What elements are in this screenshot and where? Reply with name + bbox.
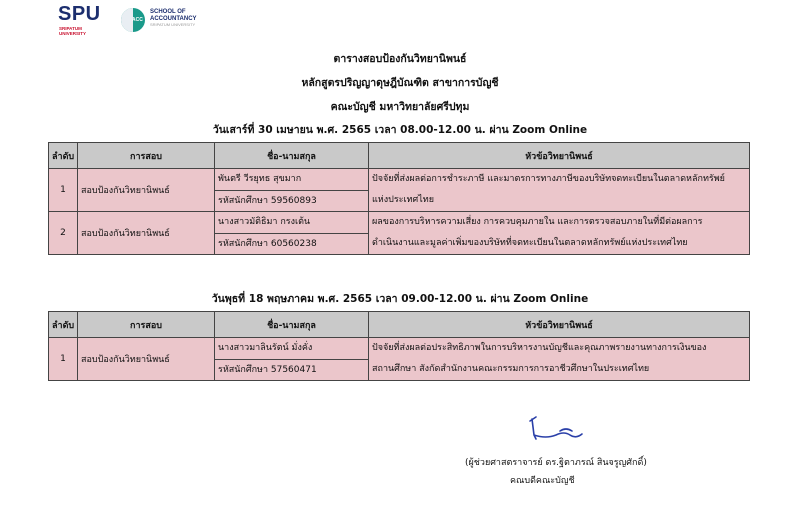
column-header-exam: การสอบ [78, 312, 215, 338]
schedule-table [48, 311, 750, 381]
exam-type: สอบป้องกันวิทยานิพนธ์ [78, 169, 215, 212]
signatory-name: (ผู้ช่วยศาสตราจารย์ ดร.ฐิตาภรณ์ สินจรูญศักดิ์) [465, 458, 647, 468]
university-logo [58, 4, 208, 42]
schedule-table [48, 142, 750, 255]
document-title: ตารางสอบป้องกันวิทยานิพนธ์ [333, 53, 467, 65]
row-number: 1 [49, 338, 78, 381]
faculty-title: คณะบัญชี มหาวิทยาลัยศรีปทุม [330, 101, 470, 113]
column-header-topic: หัวข้อวิทยานิพนธ์ [369, 143, 750, 169]
table-header-row [49, 143, 750, 169]
spu-subtitle: SRIPATUM UNIVERSITY [59, 26, 87, 36]
thesis-topic: ผลของการบริหารความเสี่ยง การควบคุมภายใน และการตรวจสอบภายในที่มีต่อผลการ ดำเนินงานและมูลค่าเพิ่มของบริษัทที่จดทะเบียนในตลาดหลักทรัพย์แห่งประเทศไทย [369, 212, 750, 255]
table-row [49, 169, 750, 191]
handwritten-signature [526, 415, 586, 445]
student-name: นางสาวมาลินรัตน์ มั่งคั่ง [215, 338, 369, 360]
student-id: รหัสนักศึกษา 59560893 [215, 190, 369, 212]
session-date: วันเสาร์ที่ 30 เมษายน พ.ศ. 2565 เวลา 08.00-12.00 น. ผ่าน Zoom Online [212, 124, 588, 136]
thesis-topic: ปัจจัยที่ส่งผลต่อการชำระภาษี และมาตรการทางภาษีของบริษัทจดทะเบียนในตลาดหลักทรัพย์ แห่งประเทศไทย [369, 169, 750, 212]
program-title: หลักสูตรปริญญาดุษฎีบัณฑิต สาขาการบัญชี [301, 77, 499, 89]
column-header-topic: หัวข้อวิทยานิพนธ์ [369, 312, 750, 338]
signatory-title: คณบดีคณะบัญชี [510, 476, 575, 486]
exam-type: สอบป้องกันวิทยานิพนธ์ [78, 212, 215, 255]
student-id: รหัสนักศึกษา 60560238 [215, 233, 369, 255]
exam-type: สอบป้องกันวิทยานิพนธ์ [78, 338, 215, 381]
school-of-accountancy-label: SCHOOL OF ACCOUNTANCY SRIPATUM UNIVERSITY [150, 9, 197, 27]
thesis-topic: ปัจจัยที่ส่งผลต่อประสิทธิภาพในการบริหารงานบัญชีและคุณภาพรายงานทางการเงินของ สถานศึกษา สังกัดสำนักงานคณะกรรมการการอาชีวศึกษาในประเทศไทย [369, 338, 750, 381]
column-header-exam: การสอบ [78, 143, 215, 169]
column-header-no: ลำดับ [49, 312, 78, 338]
column-header-no: ลำดับ [49, 143, 78, 169]
column-header-name: ชื่อ-นามสกุล [215, 143, 369, 169]
spu-wordmark: SPU [58, 3, 101, 25]
session-date: วันพุธที่ 18 พฤษภาคม พ.ศ. 2565 เวลา 09.00-12.00 น. ผ่าน Zoom Online [211, 293, 589, 305]
row-number: 1 [49, 169, 78, 212]
student-name: นางสาวมัติธิมา กรงเต้น [215, 212, 369, 234]
column-header-name: ชื่อ-นามสกุล [215, 312, 369, 338]
table-row [49, 212, 750, 234]
student-id: รหัสนักศึกษา 57560471 [215, 359, 369, 381]
row-number: 2 [49, 212, 78, 255]
student-name: พันตรี วีรยุทธ สุขมาก [215, 169, 369, 191]
table-row [49, 338, 750, 360]
table-header-row [49, 312, 750, 338]
accountancy-emblem-icon: ACC [121, 8, 145, 32]
